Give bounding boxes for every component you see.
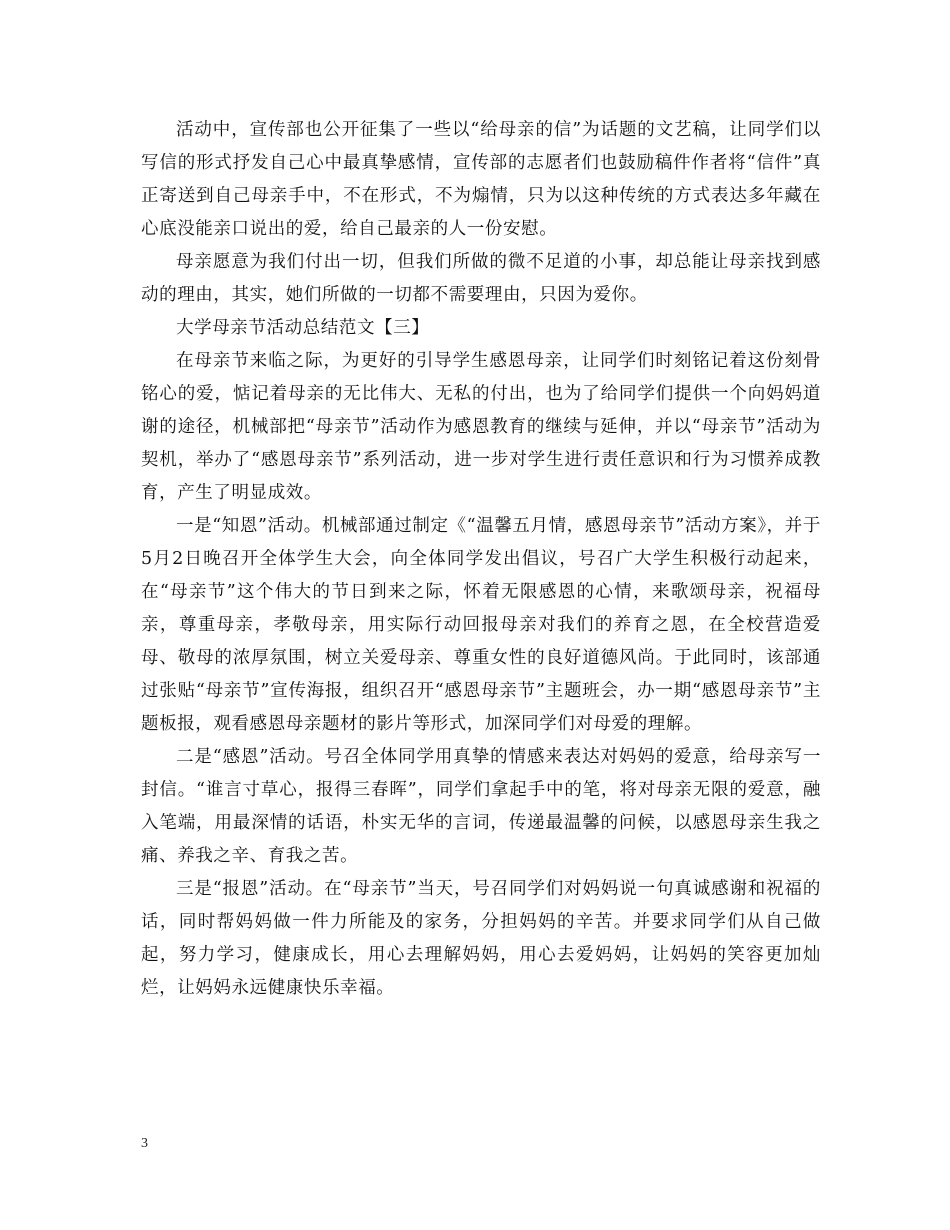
paragraph-introduction: 在母亲节来临之际，为更好的引导学生感恩母亲，让同学们时刻铭记着这份刻骨铭心的爱，惦记着母亲的无比伟大、无私的付出，也为了给同学们提供一个向妈妈道谢的途径，机械部把“母亲节”活动作为感恩教育的继续与延伸，并以“母亲节”活动为契机，举办了“感恩母亲节”系列活动，进一步对学生进行责任意识和行为习惯养成教育，产生了明显成效。	[141, 351, 821, 503]
paragraph-baoen-activity: 三是“报恩”活动。在“母亲节”当天，号召同学们对妈妈说一句真诚感谢和祝福的话，同时帮妈妈做一件力所能及的家务，分担妈妈的辛苦。并要求同学们从自己做起，努力学习，健康成长，用心去理解妈妈，用心去爱妈妈，让妈妈的笑容更加灿烂，让妈妈永远健康快乐幸福。	[141, 879, 821, 998]
body-text	[141, 114, 821, 1005]
paragraph-ganen-activity: 二是“感恩”活动。号召全体同学用真挚的情感来表达对妈妈的爱意，给母亲写一封信。“谁言寸草心，报得三春晖”，同学们拿起手中的笔，将对母亲无限的爱意，融入笔端，用最深情的话语，朴实无华的言词，传递最温馨的问候，以感恩母亲生我之痛、养我之辛、育我之苦。	[141, 747, 821, 866]
paragraph-mother-love: 母亲愿意为我们付出一切，但我们所做的微不足道的小事，却总能让母亲找到感动的理由，其实，她们所做的一切都不需要理由，只因为爱你。	[141, 252, 821, 305]
paragraph-zhien-activity: 一是“知恩”活动。机械部通过制定《“温馨五月情，感恩母亲节”活动方案》，并于5月2日晚召开全体学生大会，向全体同学发出倡议，号召广大学生积极行动起来，在“母亲节”这个伟大的节日到来之际，怀着无限感恩的心情，来歌颂母亲，祝福母亲，尊重母亲，孝敬母亲，用实际行动回报母亲对我们的养育之恩，在全校营造爱母、敬母的浓厚氛围，树立关爱母亲、尊重女性的良好道德风尚。于此同时，该部通过张贴“母亲节”宣传海报，组织召开“感恩母亲节”主题班会，办一期“感恩母亲节”主题板报，观看感恩母亲题材的影片等形式，加深同学们对母爱的理解。	[141, 516, 821, 734]
paragraph-letter-campaign: 活动中，宣传部也公开征集了一些以“给母亲的信”为话题的文艺稿，让同学们以写信的形式抒发自己心中最真挚感情，宣传部的志愿者们也鼓励稿件作者将“信件”真正寄送到自己母亲手中，不在形式，不为煽情，只为以这种传统的方式表达多年藏在心底没能亲口说出的爱，给自己最亲的人一份安慰。	[141, 120, 821, 239]
section-heading: 大学母亲节活动总结范文【三】	[176, 318, 430, 338]
page-number: 3	[141, 1136, 148, 1151]
